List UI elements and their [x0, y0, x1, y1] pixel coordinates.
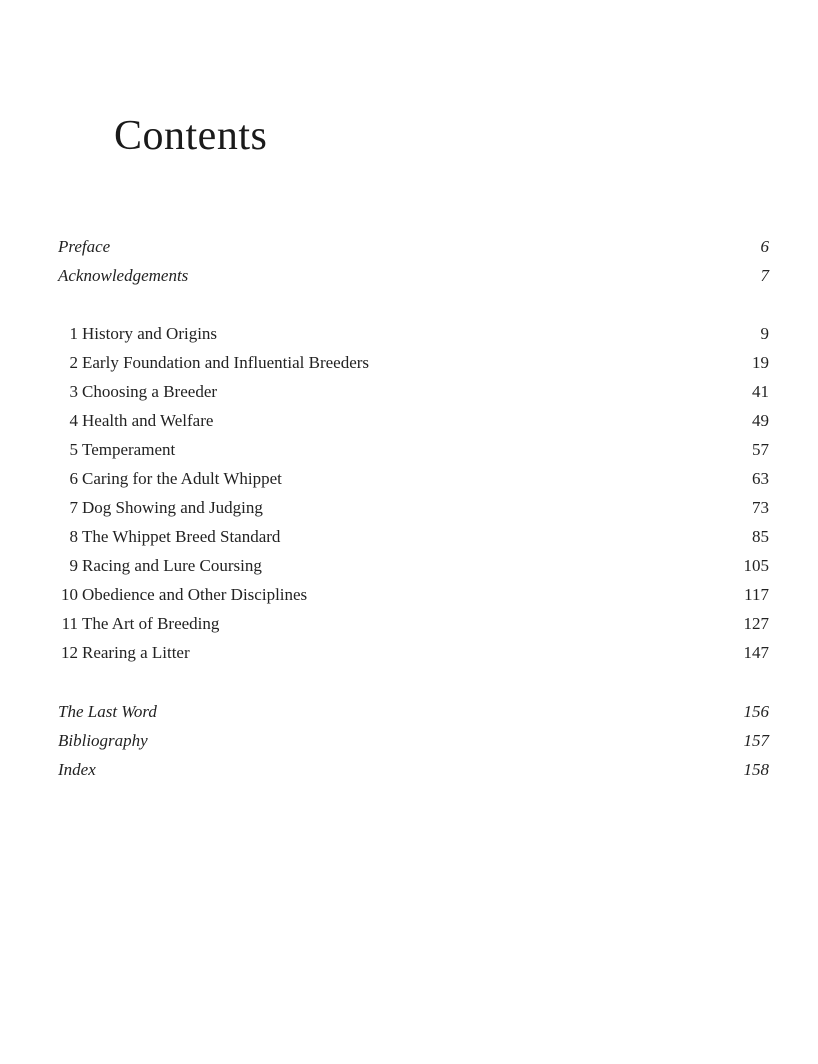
chapter-title: Obedience and Other Disciplines — [82, 585, 308, 604]
toc-entry-chapter-9[interactable] — [58, 551, 769, 580]
chapter-number: 2 — [69, 353, 78, 372]
toc-entry-title — [58, 522, 280, 551]
toc-entry-title: Index — [58, 760, 96, 779]
toc-entry-page: 7 — [760, 266, 769, 285]
toc-entry-index[interactable] — [58, 755, 769, 784]
chapter-title: Rearing a Litter — [82, 643, 190, 662]
chapter-number: 8 — [69, 527, 78, 546]
toc-entry-chapter-8[interactable] — [58, 522, 769, 551]
toc-entry-title: The Last Word — [58, 702, 157, 721]
toc-entry-title — [58, 551, 262, 580]
chapter-number: 5 — [69, 440, 78, 459]
toc-entry-page: 85 — [752, 527, 769, 546]
toc-entry-page: 49 — [752, 411, 769, 430]
toc-entry-page: 6 — [760, 237, 769, 256]
toc-entry-title: Preface — [58, 237, 111, 256]
toc-entry-title — [58, 377, 217, 406]
toc-entry-title — [58, 348, 369, 377]
chapter-title: Caring for the Adult Whippet — [82, 469, 282, 488]
toc-entry-chapter-3[interactable] — [58, 377, 769, 406]
toc-entry-page: 73 — [752, 498, 769, 517]
toc-entry-preface[interactable] — [58, 232, 769, 261]
chapter-number: 7 — [69, 498, 78, 517]
toc-entry-title: Acknowledgements — [58, 266, 189, 285]
chapter-number: 3 — [69, 382, 78, 401]
chapter-title: History and Origins — [82, 324, 218, 343]
chapter-number: 9 — [69, 556, 78, 575]
toc-entry-title — [58, 580, 307, 609]
toc-entry-page: 158 — [743, 760, 769, 779]
toc-entry-page: 105 — [743, 556, 769, 575]
chapter-number: 12 — [61, 643, 78, 662]
toc-entry-page: 57 — [752, 440, 769, 459]
toc-entry-chapter-12[interactable] — [58, 638, 769, 667]
toc-entry-title — [58, 493, 263, 522]
toc-entry-chapter-10[interactable] — [58, 580, 769, 609]
chapter-title: The Art of Breeding — [82, 614, 220, 633]
chapter-title: Racing and Lure Coursing — [82, 556, 262, 575]
toc-entry-last-word[interactable] — [58, 697, 769, 726]
chapter-title: Early Foundation and Influential Breeders — [82, 353, 370, 372]
toc-entry-chapter-11[interactable] — [58, 609, 769, 638]
toc-entry-title — [58, 638, 190, 667]
toc-entry-chapter-7[interactable] — [58, 493, 769, 522]
toc-entry-page: 19 — [752, 353, 769, 372]
toc-entry-page: 157 — [743, 731, 769, 750]
front-matter-list — [58, 232, 769, 290]
chapter-title: Choosing a Breeder — [82, 382, 218, 401]
chapter-list — [58, 319, 769, 667]
toc-entry-title — [58, 464, 282, 493]
toc-entry-title: Bibliography — [58, 731, 148, 750]
toc-entry-chapter-6[interactable] — [58, 464, 769, 493]
chapter-title: Health and Welfare — [82, 411, 214, 430]
toc-entry-page: 156 — [743, 702, 769, 721]
toc-entry-chapter-1[interactable] — [58, 319, 769, 348]
chapter-title: Dog Showing and Judging — [82, 498, 263, 517]
toc-entry-title — [58, 406, 213, 435]
toc-entry-bibliography[interactable] — [58, 726, 769, 755]
chapter-title: The Whippet Breed Standard — [82, 527, 281, 546]
toc-entry-chapter-4[interactable] — [58, 406, 769, 435]
page-title: Contents — [114, 113, 268, 159]
toc-entry-page: 9 — [760, 324, 769, 343]
toc-entry-title — [58, 435, 175, 464]
toc-entry-chapter-2[interactable] — [58, 348, 769, 377]
chapter-number: 10 — [61, 585, 78, 604]
toc-entry-page: 41 — [752, 382, 769, 401]
chapter-number: 6 — [69, 469, 78, 488]
chapter-number: 11 — [61, 614, 78, 633]
toc-entry-title — [58, 609, 219, 638]
back-matter-list — [58, 697, 769, 784]
toc-entry-title — [58, 319, 217, 348]
chapter-number: 4 — [69, 411, 78, 430]
toc-entry-page: 127 — [743, 614, 769, 633]
chapter-number: 1 — [69, 324, 78, 343]
toc-entry-chapter-5[interactable] — [58, 435, 769, 464]
toc-entry-page: 63 — [752, 469, 769, 488]
chapter-title: Temperament — [82, 440, 176, 459]
toc-entry-page: 147 — [743, 643, 769, 662]
toc-entry-page: 117 — [744, 585, 769, 604]
toc-entry-acknowledgements[interactable] — [58, 261, 769, 290]
